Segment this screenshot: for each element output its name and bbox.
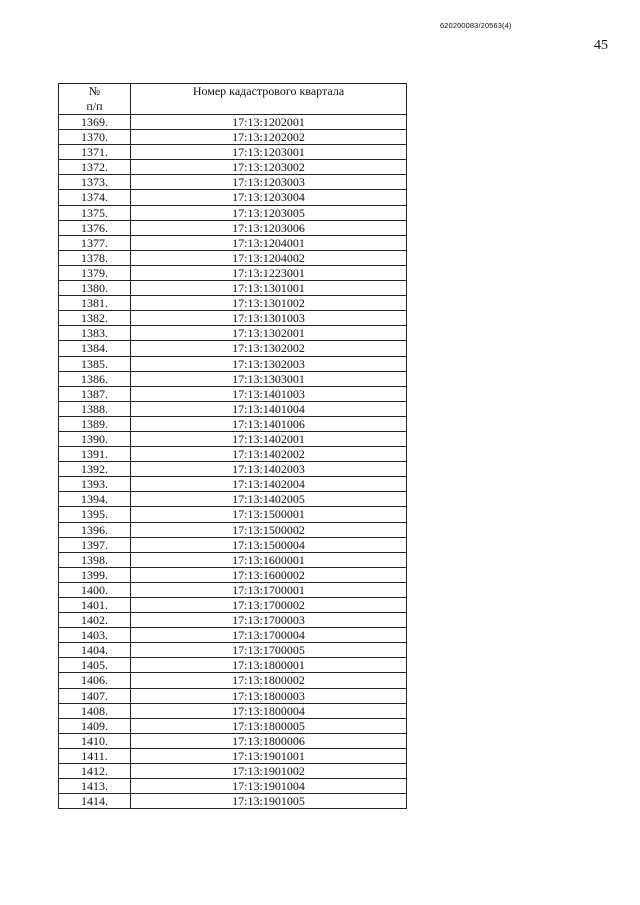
table-row bbox=[59, 643, 407, 658]
table-row bbox=[59, 326, 407, 341]
row-number: 1397. bbox=[59, 537, 131, 552]
table-row bbox=[59, 733, 407, 748]
row-number: 1389. bbox=[59, 416, 131, 431]
row-number: 1414. bbox=[59, 794, 131, 809]
row-cadastral-code: 17:13:1203001 bbox=[131, 145, 407, 160]
table-row bbox=[59, 115, 407, 130]
row-cadastral-code: 17:13:1901002 bbox=[131, 764, 407, 779]
row-cadastral-code: 17:13:1401003 bbox=[131, 386, 407, 401]
row-cadastral-code: 17:13:1302001 bbox=[131, 326, 407, 341]
row-cadastral-code: 17:13:1800004 bbox=[131, 703, 407, 718]
row-cadastral-code: 17:13:1223001 bbox=[131, 265, 407, 280]
table-row bbox=[59, 250, 407, 265]
header-code: Номер кадастрового квартала bbox=[131, 84, 407, 115]
table-row bbox=[59, 145, 407, 160]
row-cadastral-code: 17:13:1700001 bbox=[131, 582, 407, 597]
table-row bbox=[59, 794, 407, 809]
row-number: 1405. bbox=[59, 658, 131, 673]
row-cadastral-code: 17:13:1500002 bbox=[131, 522, 407, 537]
row-number: 1390. bbox=[59, 431, 131, 446]
row-cadastral-code: 17:13:1303001 bbox=[131, 371, 407, 386]
row-cadastral-code: 17:13:1301003 bbox=[131, 311, 407, 326]
header-num-line2: п/п bbox=[86, 99, 103, 113]
row-number: 1388. bbox=[59, 401, 131, 416]
doc-code: 620200083/20563(4) bbox=[440, 21, 512, 30]
row-cadastral-code: 17:13:1402003 bbox=[131, 462, 407, 477]
row-number: 1381. bbox=[59, 296, 131, 311]
row-number: 1380. bbox=[59, 281, 131, 296]
row-cadastral-code: 17:13:1600001 bbox=[131, 552, 407, 567]
row-number: 1385. bbox=[59, 356, 131, 371]
row-cadastral-code: 17:13:1302002 bbox=[131, 341, 407, 356]
table-row bbox=[59, 582, 407, 597]
table-row bbox=[59, 492, 407, 507]
row-cadastral-code: 17:13:1402004 bbox=[131, 477, 407, 492]
row-number: 1407. bbox=[59, 688, 131, 703]
row-number: 1395. bbox=[59, 507, 131, 522]
table-row bbox=[59, 416, 407, 431]
row-cadastral-code: 17:13:1202002 bbox=[131, 130, 407, 145]
row-number: 1401. bbox=[59, 598, 131, 613]
row-number: 1371. bbox=[59, 145, 131, 160]
row-number: 1398. bbox=[59, 552, 131, 567]
table-row bbox=[59, 567, 407, 582]
row-cadastral-code: 17:13:1600002 bbox=[131, 567, 407, 582]
table-row bbox=[59, 205, 407, 220]
table-row bbox=[59, 688, 407, 703]
row-number: 1394. bbox=[59, 492, 131, 507]
row-number: 1406. bbox=[59, 673, 131, 688]
table-row bbox=[59, 190, 407, 205]
row-number: 1379. bbox=[59, 265, 131, 280]
table-row bbox=[59, 281, 407, 296]
table-row bbox=[59, 718, 407, 733]
row-number: 1383. bbox=[59, 326, 131, 341]
row-number: 1391. bbox=[59, 447, 131, 462]
table-row bbox=[59, 311, 407, 326]
row-cadastral-code: 17:13:1203005 bbox=[131, 205, 407, 220]
row-cadastral-code: 17:13:1302003 bbox=[131, 356, 407, 371]
row-number: 1399. bbox=[59, 567, 131, 582]
row-number: 1409. bbox=[59, 718, 131, 733]
row-cadastral-code: 17:13:1402005 bbox=[131, 492, 407, 507]
row-cadastral-code: 17:13:1901004 bbox=[131, 779, 407, 794]
cadastral-table bbox=[58, 83, 407, 809]
table-row bbox=[59, 537, 407, 552]
table-row bbox=[59, 371, 407, 386]
row-number: 1384. bbox=[59, 341, 131, 356]
table-row bbox=[59, 507, 407, 522]
table-row bbox=[59, 447, 407, 462]
table-row bbox=[59, 265, 407, 280]
row-cadastral-code: 17:13:1901005 bbox=[131, 794, 407, 809]
row-number: 1377. bbox=[59, 235, 131, 250]
row-cadastral-code: 17:13:1202001 bbox=[131, 115, 407, 130]
row-number: 1376. bbox=[59, 220, 131, 235]
row-cadastral-code: 17:13:1203003 bbox=[131, 175, 407, 190]
row-cadastral-code: 17:13:1800001 bbox=[131, 658, 407, 673]
row-cadastral-code: 17:13:1800006 bbox=[131, 733, 407, 748]
row-cadastral-code: 17:13:1500001 bbox=[131, 507, 407, 522]
header-num-line1: № bbox=[88, 84, 101, 98]
row-number: 1393. bbox=[59, 477, 131, 492]
row-number: 1408. bbox=[59, 703, 131, 718]
row-cadastral-code: 17:13:1203002 bbox=[131, 160, 407, 175]
row-number: 1412. bbox=[59, 764, 131, 779]
row-cadastral-code: 17:13:1800003 bbox=[131, 688, 407, 703]
row-number: 1410. bbox=[59, 733, 131, 748]
row-cadastral-code: 17:13:1401006 bbox=[131, 416, 407, 431]
table-header-row bbox=[59, 84, 407, 115]
row-cadastral-code: 17:13:1402001 bbox=[131, 431, 407, 446]
table-row bbox=[59, 220, 407, 235]
table-row bbox=[59, 703, 407, 718]
table-row bbox=[59, 130, 407, 145]
table-row bbox=[59, 522, 407, 537]
table-row bbox=[59, 779, 407, 794]
table-row bbox=[59, 296, 407, 311]
row-number: 1373. bbox=[59, 175, 131, 190]
row-number: 1396. bbox=[59, 522, 131, 537]
table-row bbox=[59, 628, 407, 643]
row-number: 1392. bbox=[59, 462, 131, 477]
row-number: 1374. bbox=[59, 190, 131, 205]
table-row bbox=[59, 235, 407, 250]
table-body bbox=[59, 115, 407, 809]
table-row bbox=[59, 764, 407, 779]
row-cadastral-code: 17:13:1203006 bbox=[131, 220, 407, 235]
row-number: 1378. bbox=[59, 250, 131, 265]
table-row bbox=[59, 673, 407, 688]
row-number: 1386. bbox=[59, 371, 131, 386]
table-row bbox=[59, 748, 407, 763]
row-cadastral-code: 17:13:1301001 bbox=[131, 281, 407, 296]
row-number: 1402. bbox=[59, 613, 131, 628]
table-row bbox=[59, 160, 407, 175]
row-cadastral-code: 17:13:1700003 bbox=[131, 613, 407, 628]
table-row bbox=[59, 613, 407, 628]
row-cadastral-code: 17:13:1700004 bbox=[131, 628, 407, 643]
row-number: 1370. bbox=[59, 130, 131, 145]
table-row bbox=[59, 658, 407, 673]
row-number: 1382. bbox=[59, 311, 131, 326]
page-number: 45 bbox=[594, 38, 608, 53]
row-number: 1372. bbox=[59, 160, 131, 175]
table-row bbox=[59, 386, 407, 401]
header-num bbox=[59, 84, 131, 115]
row-cadastral-code: 17:13:1204002 bbox=[131, 250, 407, 265]
table-row bbox=[59, 477, 407, 492]
row-cadastral-code: 17:13:1203004 bbox=[131, 190, 407, 205]
table-row bbox=[59, 175, 407, 190]
row-number: 1413. bbox=[59, 779, 131, 794]
row-cadastral-code: 17:13:1204001 bbox=[131, 235, 407, 250]
row-number: 1404. bbox=[59, 643, 131, 658]
table-row bbox=[59, 598, 407, 613]
row-cadastral-code: 17:13:1301002 bbox=[131, 296, 407, 311]
row-cadastral-code: 17:13:1500004 bbox=[131, 537, 407, 552]
row-number: 1387. bbox=[59, 386, 131, 401]
table-row bbox=[59, 356, 407, 371]
row-cadastral-code: 17:13:1901001 bbox=[131, 748, 407, 763]
table-row bbox=[59, 341, 407, 356]
table-row bbox=[59, 462, 407, 477]
row-number: 1411. bbox=[59, 748, 131, 763]
row-cadastral-code: 17:13:1700002 bbox=[131, 598, 407, 613]
row-cadastral-code: 17:13:1800005 bbox=[131, 718, 407, 733]
row-number: 1403. bbox=[59, 628, 131, 643]
row-number: 1375. bbox=[59, 205, 131, 220]
row-cadastral-code: 17:13:1700005 bbox=[131, 643, 407, 658]
table-row bbox=[59, 401, 407, 416]
row-number: 1400. bbox=[59, 582, 131, 597]
table-row bbox=[59, 431, 407, 446]
row-cadastral-code: 17:13:1402002 bbox=[131, 447, 407, 462]
row-number: 1369. bbox=[59, 115, 131, 130]
row-cadastral-code: 17:13:1800002 bbox=[131, 673, 407, 688]
row-cadastral-code: 17:13:1401004 bbox=[131, 401, 407, 416]
table-row bbox=[59, 552, 407, 567]
